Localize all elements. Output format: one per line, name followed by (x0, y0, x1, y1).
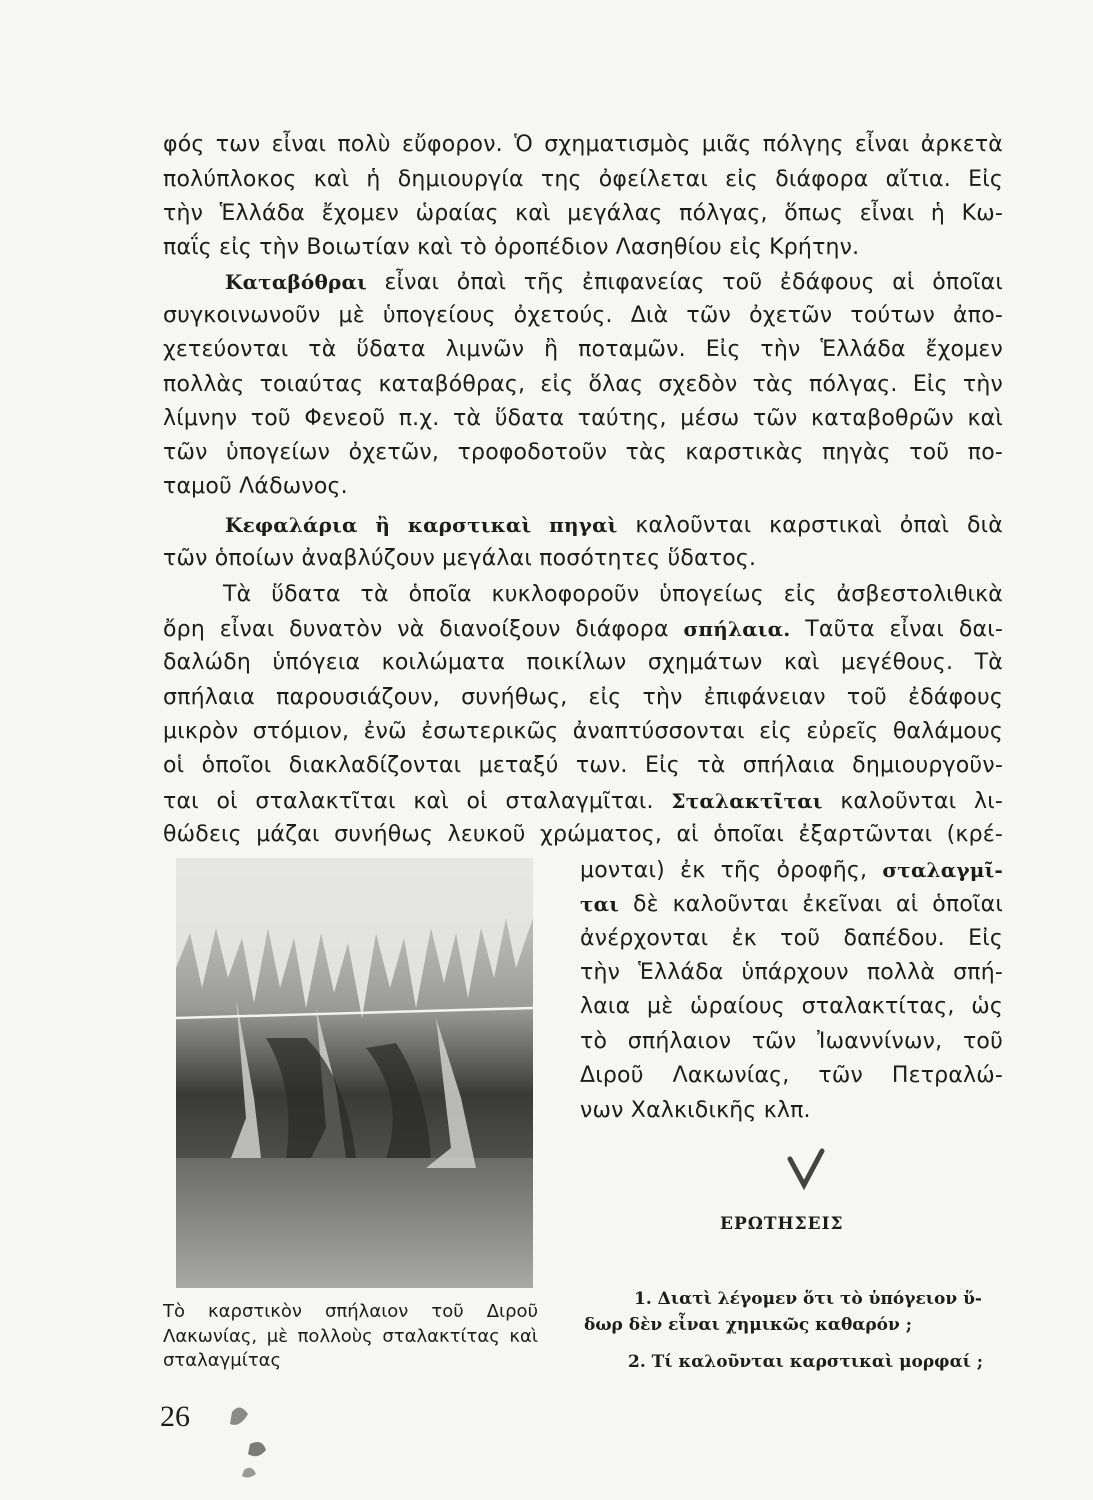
term-spilaia: σπήλαια. (683, 617, 791, 641)
question-2: 2. Τί καλοῦνται καρστικαὶ μορφαί ; (628, 1352, 984, 1372)
ink-smudge-icon (222, 1398, 282, 1488)
text-line: μονται) ἐκ τῆς ὀροφῆς, σταλαγμῖ- (580, 858, 1003, 883)
text-line: ὄρη εἶναι δυνατὸν νὰ διανοίξουν διάφορα σπήλαια. Ταῦτα εἶναι δαι- (163, 617, 1003, 642)
questions-heading: ΕΡΩΤΗΣΕΙΣ (720, 1214, 844, 1234)
question-1: 1. Διατὶ λέγομεν ὅτι τὸ ὑπόγειον ὕ- (634, 1289, 982, 1309)
text-line: ται οἱ σταλακτῖται καὶ οἱ σταλαγμῖται. Σταλακτῖται καλοῦνται λι- (163, 789, 1003, 814)
text-line: τὸ σπήλαιον τῶν Ἰωαννίνων, τοῦ (580, 1029, 1003, 1054)
text-line: οἱ ὁποῖοι διακλαδίζονται μεταξύ των. Εἰς τὰ σπήλαια δημιουργοῦν- (163, 753, 1003, 778)
term-stalaktitai: Σταλακτῖται (671, 789, 823, 813)
text-line: λίμνην τοῦ Φενεοῦ π.χ. τὰ ὕδατα ταύτης, μέσω τῶν καταβοθρῶν καὶ (163, 406, 1003, 431)
text-line: ἀνέρχονται ἐκ τοῦ δαπέδου. Εἰς (580, 926, 1003, 951)
text-line: τὴν Ἑλλάδα ὑπάρχουν πολλὰ σπή- (580, 960, 1003, 985)
photo-caption: Λακωνίας, μὲ πολλοὺς σταλακτίτας καὶ (163, 1326, 538, 1347)
text-line: παΐς εἰς τὴν Βοιωτίαν καὶ τὸ ὀροπέδιον Λασηθίου εἰς Κρήτην. (163, 235, 860, 260)
term-kefalaria: Κεφαλάρια ἢ καρστικαὶ πηγαὶ (225, 513, 618, 537)
text-line: τὴν Ἑλλάδα ἔχομεν ὡραίας καὶ μεγάλας πόλγας, ὅπως εἶναι ἡ Κω- (163, 201, 1003, 226)
text-line: συγκοινωνοῦν μὲ ὑπογείους ὀχετούς. Διὰ τῶν ὀχετῶν τούτων ἀπο- (163, 303, 1003, 328)
text-line: ται δὲ καλοῦνται ἐκεῖναι αἱ ὁποῖαι (580, 892, 1003, 917)
text-line: λαια μὲ ὡραίους σταλακτίτας, ὡς (580, 994, 1003, 1019)
text-line: σπήλαια παρουσιάζουν, συνήθως, εἰς τὴν ἐπιφάνειαν τοῦ ἐδάφους (163, 685, 1003, 710)
text-line: Τὰ ὕδατα τὰ ὁποῖα κυκλοφοροῦν ὑπογείως εἰς ἀσβεστολιθικὰ (223, 582, 1003, 607)
text-line: Καταβόθραι εἶναι ὀπαὶ τῆς ἐπιφανείας τοῦ ἐδάφους αἱ ὁποῖαι (225, 270, 1003, 295)
text-line: θώδεις μάζαι συνήθως λευκοῦ χρώματος, αἱ ὁποῖαι ἐξαρτῶνται (κρέ- (163, 822, 1003, 847)
text-line: δαλώδη ὑπόγεια κοιλώματα ποικίλων σχημάτων καὶ μεγέθους. Τὰ (163, 650, 1003, 675)
question-1-continued: δωρ δὲν εἶναι χημικῶς καθαρόν ; (584, 1315, 913, 1335)
text-line: νων Χαλκιδικῆς κλπ. (580, 1098, 811, 1123)
page-number: 26 (160, 1400, 190, 1433)
text-line: μικρὸν στόμιον, ἐνῶ ἐσωτερικῶς ἀναπτύσσονται εἰς εὐρεῖς θαλάμους (163, 719, 1003, 744)
text-line: Κεφαλάρια ἢ καρστικαὶ πηγαὶ καλοῦνται καρστικαὶ ὀπαὶ διὰ (225, 513, 1003, 538)
text-line: τῶν ὑπογείων ὀχετῶν, τροφοδοτοῦν τὰς καρστικὰς πηγὰς τοῦ πο- (163, 440, 1003, 465)
term-katavothrai: Καταβόθραι (225, 270, 367, 294)
photo-caption: Τὸ καρστικὸν σπήλαιον τοῦ Διροῦ (163, 1301, 538, 1322)
text-line: χετεύονται τὰ ὕδατα λιμνῶν ἢ ποταμῶν. Εἰς τὴν Ἑλλάδα ἔχομεν (163, 337, 1003, 362)
text-line: πολλὰς τοιαύτας καταβόθρας, εἰς ὅλας σχεδὸν τὰς πόλγας. Εἰς τὴν (163, 372, 1003, 397)
text-line: τῶν ὁποίων ἀναβλύζουν μεγάλαι ποσότητες ὕδατος. (163, 546, 757, 571)
term-stalagmitai: σταλαγμῖ- (882, 858, 1003, 882)
text-line: ταμοῦ Λάδωνος. (163, 474, 348, 499)
text-line: Διροῦ Λακωνίας, τῶν Πετραλώ- (580, 1063, 1003, 1088)
photo-caption: σταλαγμίτας (163, 1350, 282, 1371)
check-mark-icon (782, 1145, 832, 1195)
text-line: φός των εἶναι πολὺ εὔφορον. Ὁ σχηματισμὸς μιᾶς πόλγης εἶναι ἀρκετὰ (163, 132, 1003, 157)
text-line: πολύπλοκος καὶ ἡ δημιουργία της ὀφείλεται εἰς διάφορα αἴτια. Εἰς (163, 167, 1003, 192)
cave-photo (176, 858, 533, 1288)
